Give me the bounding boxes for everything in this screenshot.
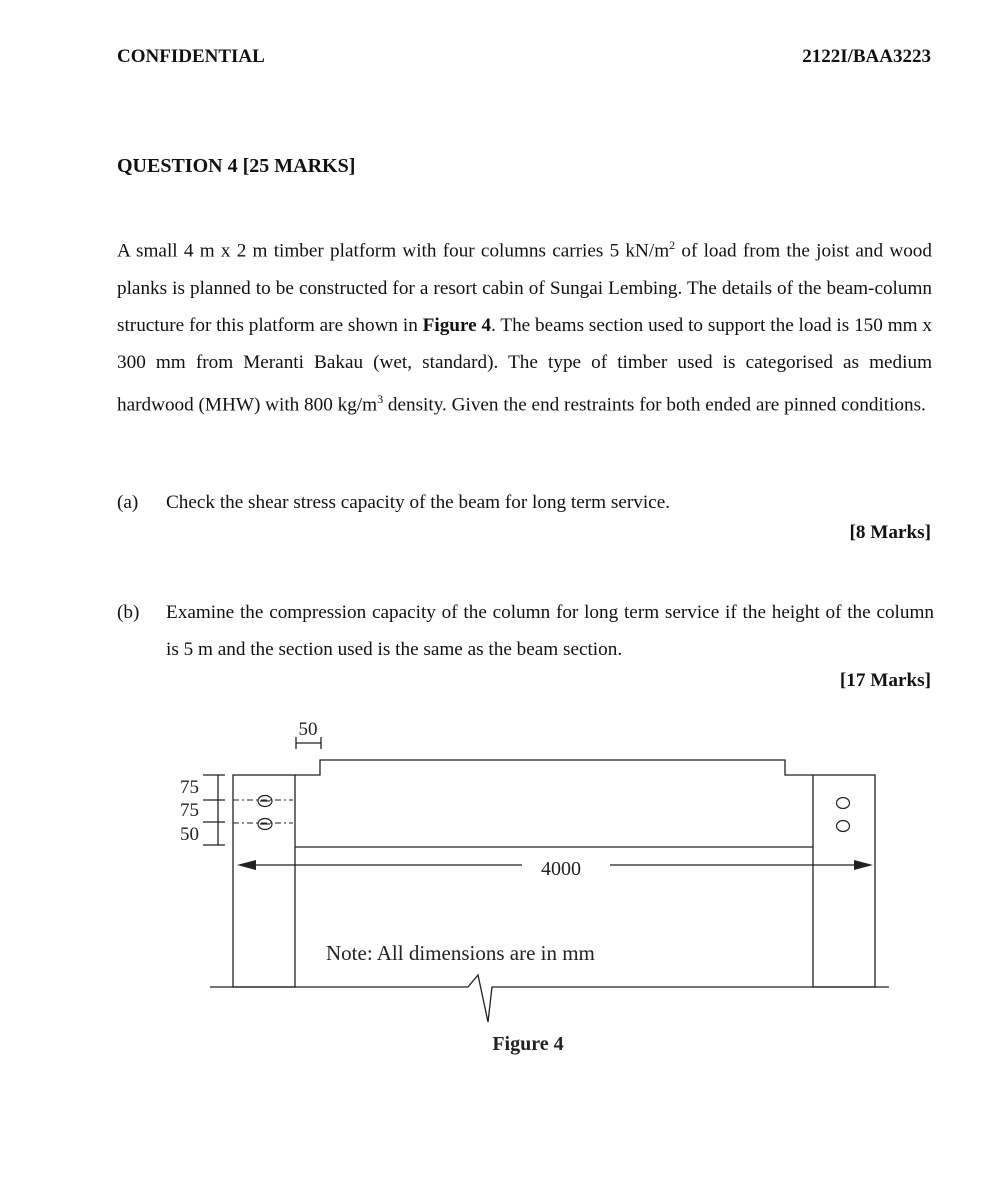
dim-left-50: 50 bbox=[180, 824, 199, 845]
dim-left-75-b: 75 bbox=[180, 800, 199, 821]
intro-part-3: . The beams section used to support the load is 150 mm x 300 mm from Meranti Bakau (wet, standard). The type of timber used is categorised as medium hardwood (MHW) with 800 kg/m bbox=[117, 314, 932, 416]
intro-part-2: of load from the joist and wood planks is planned to be constructed for a resort cabin of Sungai Lembing. The details of the beam-column structure for this platform are shown in bbox=[117, 240, 932, 336]
right-bolt-2 bbox=[837, 821, 850, 832]
dim-top-50: 50 bbox=[298, 719, 318, 740]
intro-sup-2: 3 bbox=[377, 392, 384, 407]
intro-part-1: A small 4 m x 2 m timber platform with four columns carries 5 kN/m bbox=[117, 240, 670, 262]
part-a-marks: [8 Marks] bbox=[849, 522, 931, 543]
part-b-text: Examine the compression capacity of the column for long term service if the height of the column is 5 m and the section used is the same as the beam section. bbox=[166, 602, 934, 660]
part-a-label: (a) bbox=[117, 492, 139, 513]
figure-caption: Figure 4 bbox=[492, 1033, 564, 1055]
beam-outline bbox=[295, 760, 813, 775]
dim-left-75-a: 75 bbox=[180, 777, 199, 798]
dim-span-4000: 4000 bbox=[541, 858, 581, 880]
figure-4-diagram bbox=[0, 700, 989, 1080]
intro-part-4: density. Given the end restraints for both ended are pinned conditions. bbox=[383, 394, 926, 416]
intro-sup-1: 2 bbox=[669, 238, 676, 252]
intro-figure-ref: Figure 4 bbox=[422, 314, 492, 336]
span-arrow-left bbox=[237, 860, 256, 870]
right-bolt-1 bbox=[837, 798, 850, 809]
ground-line bbox=[210, 975, 889, 1022]
question-title: QUESTION 4 [25 MARKS] bbox=[117, 155, 356, 177]
part-a-text: Check the shear stress capacity of the beam for long term service. bbox=[166, 492, 671, 513]
figure-note: Note: All dimensions are in mm bbox=[326, 941, 595, 965]
header-code: 2122I/BAA3223 bbox=[802, 46, 931, 67]
part-b-marks: [17 Marks] bbox=[839, 670, 931, 691]
question-intro bbox=[117, 227, 932, 424]
part-b-label: (b) bbox=[117, 602, 140, 623]
header-confidential: CONFIDENTIAL bbox=[117, 46, 265, 67]
span-arrow-right bbox=[854, 860, 873, 870]
right-column bbox=[813, 775, 875, 987]
